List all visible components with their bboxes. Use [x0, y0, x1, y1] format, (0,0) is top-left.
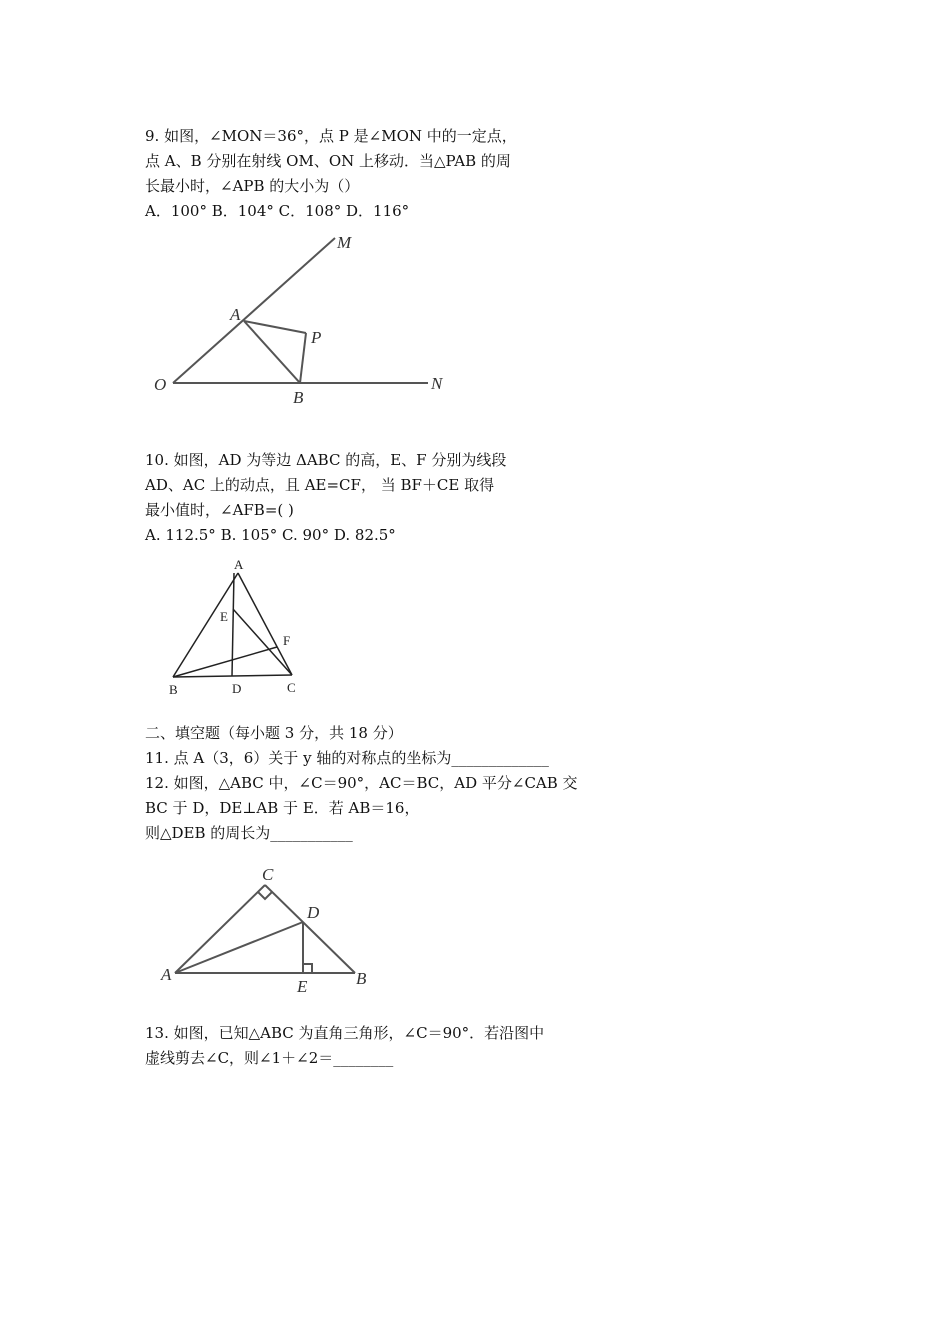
q13-line-2: 虚线剪去∠C，则∠1＋∠2＝________: [145, 1049, 394, 1067]
label-e: E: [220, 609, 228, 624]
label-f: F: [283, 633, 291, 648]
label-c: C: [262, 865, 274, 884]
label-b: B: [169, 682, 178, 697]
q12-line-1: 12. 如图，△ABC 中，∠C＝90°，AC＝BC，AD 平分∠CAB 交: [145, 774, 578, 792]
q10-line-2: AD、AC 上的动点，且 AE=CF， 当 BF＋CE 取得: [145, 476, 495, 494]
angle-mon-diagram: [145, 228, 465, 413]
label-a: A: [230, 305, 241, 324]
right-angle-mark-e: [303, 964, 312, 973]
ray-om: [173, 238, 335, 383]
q13-line-1: 13. 如图，已知△ABC 为直角三角形，∠C＝90°．若沿图中: [145, 1024, 545, 1042]
right-angle-mark-c: [258, 892, 272, 899]
label-e: E: [297, 977, 308, 996]
q12-line-3: 则△DEB 的周长为___________: [145, 824, 353, 842]
side-cb: [265, 885, 355, 973]
q12-figure: [155, 860, 385, 1000]
segment-pb: [300, 333, 306, 383]
q11-text: 11. 点 A（3，6）关于 y 轴的对称点的坐标为_____________: [145, 749, 549, 767]
section-2-title: 二、填空题（每小题 3 分，共 18 分）: [145, 724, 403, 742]
label-m: M: [337, 233, 352, 252]
label-b: B: [293, 388, 304, 407]
label-n: N: [431, 374, 443, 393]
q12-line-2: BC 于 D，DE⊥AB 于 E．若 AB＝16，: [145, 799, 420, 817]
q9-line-1: 9. 如图，∠MON＝36°，点 P 是∠MON 中的一定点，: [145, 127, 517, 145]
q9-line-3: 长最小时，∠APB 的大小为（）: [145, 177, 360, 195]
side-ac: [175, 885, 265, 973]
q10-line-3: 最小值时，∠AFB=( ): [145, 501, 294, 519]
q10-figure: [160, 555, 320, 700]
label-b: B: [356, 969, 367, 988]
label-a: A: [234, 557, 244, 572]
q9-figure: [145, 228, 465, 413]
label-c: C: [287, 680, 296, 695]
q10-options: A. 112.5° B. 105° C. 90° D. 82.5°: [145, 526, 396, 544]
q9-options: A．100° B．104° C．108° D．116°: [145, 202, 410, 220]
bisector-ad: [175, 922, 303, 973]
label-d: D: [307, 903, 320, 922]
label-a: A: [161, 965, 172, 984]
q10-line-1: 10. 如图，AD 为等边 ΔABC 的高，E、F 分别为线段: [145, 451, 507, 469]
equilateral-triangle-diagram: [160, 555, 320, 700]
right-triangle-bisector-diagram: [155, 860, 385, 1000]
label-o: O: [154, 375, 167, 394]
label-p: P: [311, 328, 322, 347]
label-d: D: [232, 681, 242, 696]
q9-line-2: 点 A、B 分别在射线 OM、ON 上移动．当△PAB 的周: [145, 152, 511, 170]
